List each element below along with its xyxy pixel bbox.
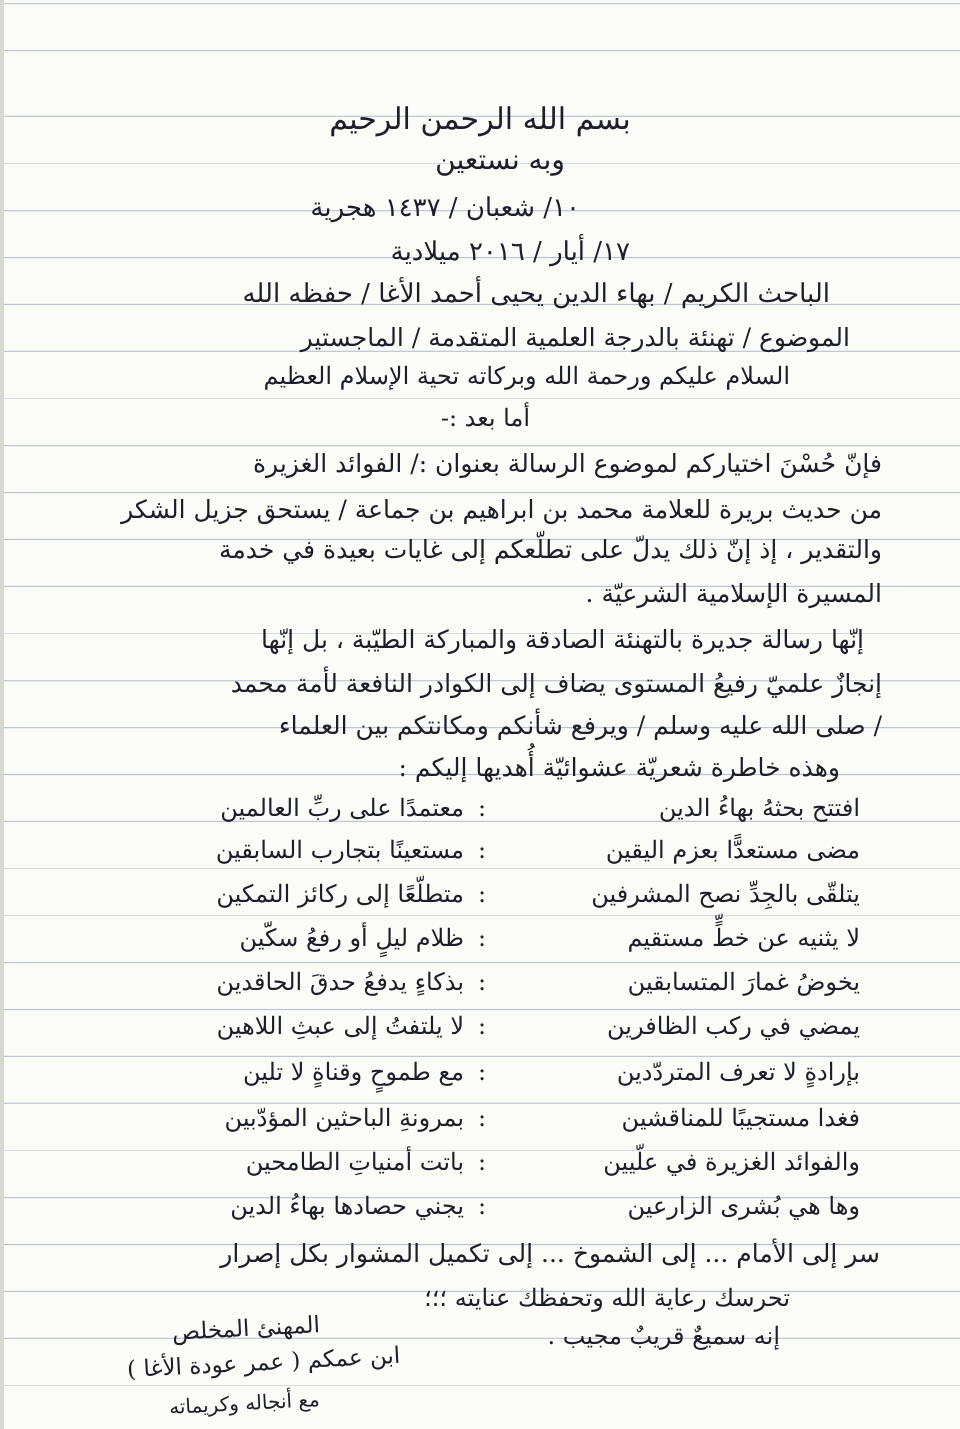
paragraph-2-line-2: إنجازٌ علميّ رفيعُ المستوى يضاف إلى الكوادر النافعة لأمة محمد bbox=[230, 669, 882, 698]
verse-8-right: فغدا مستجيبًا للمناقشين bbox=[621, 1104, 860, 1132]
paragraph-2-line-4: وهذه خاطرة شعريّة عشوائيّة أُهديها إليكم : bbox=[398, 753, 840, 782]
verse-9-right: والفوائد الغزيرة في علّيين bbox=[603, 1148, 860, 1176]
verse-6-left: لا يلتفتُ إلى عبثِ اللاهين bbox=[216, 1012, 464, 1040]
verse-9-separator: : bbox=[477, 1148, 487, 1176]
verse-2-left: مستعينًا بتجارب السابقين bbox=[215, 836, 464, 864]
verse-5-separator: : bbox=[477, 968, 487, 996]
verse-6-separator: : bbox=[477, 1012, 487, 1040]
verse-10-left: يجني حصادها بهاءُ الدين bbox=[230, 1192, 464, 1220]
verse-4-separator: : bbox=[477, 924, 487, 952]
paragraph-1-line-1: فإنّ حُسْنَ اختياركم لموضوع الرسالة بعنوان :/ الفوائد الغزيرة bbox=[252, 449, 882, 478]
verse-7-separator: : bbox=[477, 1058, 487, 1086]
date-hijri: ١٠/ شعبان / ١٤٣٧ هجرية bbox=[310, 193, 580, 223]
recipient-line: الباحث الكريم / بهاء الدين يحيى أحمد الأغا / حفظه الله bbox=[242, 279, 830, 309]
verse-8-left: بمرونةِ الباحثين المؤدّبين bbox=[224, 1104, 464, 1132]
verse-3-left: متطلّعًا إلى ركائز التمكين bbox=[216, 880, 464, 908]
paragraph-2-line-3: / صلى الله عليه وسلم / ويرفع شأنكم ومكانتكم بين العلماء bbox=[278, 711, 882, 740]
verse-1-right: افتتح بحثهُ بهاءُ الدين bbox=[658, 794, 860, 822]
support-phrase: وبه نستعين bbox=[435, 143, 565, 176]
verse-5-left: بذكاءٍ يدفعُ حدقَ الحاقدين bbox=[216, 968, 464, 996]
paragraph-1-line-4: المسيرة الإسلامية الشرعيّة . bbox=[585, 579, 882, 608]
signature-name: ابن عمكم ( عمر عودة الأغا ) bbox=[126, 1342, 401, 1384]
verse-2-separator: : bbox=[477, 836, 487, 864]
closing-line-3: إنه سميعٌ قريبٌ مجيب . bbox=[547, 1322, 780, 1350]
signature-title: المهنئ المخلص bbox=[171, 1312, 321, 1346]
verse-4-right: لا يثنيه عن خطٍّ مستقيم bbox=[627, 924, 860, 952]
date-gregorian: ١٧/ أيار / ٢٠١٦ ميلادية bbox=[390, 237, 630, 267]
greeting-line: السلام عليكم ورحمة الله وبركاته تحية الإسلام العظيم bbox=[263, 362, 790, 390]
verse-4-left: ظلام ليلٍ أو رفعُ سكّين bbox=[239, 924, 464, 952]
subject-line: الموضوع / تهنئة بالدرجة العلمية المتقدمة / الماجستير bbox=[300, 323, 850, 352]
paragraph-2-line-1: إنّها رسالة جديرة بالتهنئة الصادقة والمباركة الطيّبة ، بل إنّها bbox=[261, 625, 864, 654]
verse-2-right: مضى مستعدًّا بعزم اليقين bbox=[605, 836, 860, 864]
page-edge bbox=[0, 0, 4, 1429]
verse-7-right: بإرادةٍ لا تعرف المتردّدين bbox=[616, 1058, 860, 1086]
verse-1-left: معتمدًا على ربِّ العالمين bbox=[220, 794, 464, 822]
paragraph-1-line-2: من حديث بريرة للعلامة محمد بن ابراهيم بن جماعة / يستحق جزيل الشكر bbox=[121, 495, 882, 524]
verse-10-right: وها هي بُشرى الزارعين bbox=[627, 1192, 860, 1220]
verse-9-left: باتت أمنياتِ الطامحين bbox=[245, 1148, 464, 1176]
verse-1-separator: : bbox=[477, 794, 487, 822]
verse-3-right: يتلقّى بالجِدِّ نصح المشرفين bbox=[591, 880, 860, 908]
paragraph-1-line-3: والتقدير ، إذ إنّ ذلك يدلّ على تطلّعكم إلى غايات بعيدة في خدمة bbox=[218, 535, 882, 564]
closing-line-2: تحرسك رعاية الله وتحفظك عنايته ؛؛؛ bbox=[424, 1284, 790, 1312]
verse-10-separator: : bbox=[477, 1192, 487, 1220]
verse-5-right: يخوضُ غمارَ المتسابقين bbox=[627, 968, 860, 996]
verse-3-separator: : bbox=[477, 880, 487, 908]
basmala: بسم الله الرحمن الرحيم bbox=[329, 102, 631, 137]
closing-line-1: سر إلى الأمام ... إلى الشموخ ... إلى تكميل المشوار بكل إصرار bbox=[220, 1239, 880, 1268]
verse-7-left: مع طموحٍ وقناةٍ لا تلين bbox=[242, 1058, 464, 1086]
verse-6-right: يمضي في ركب الظافرين bbox=[607, 1012, 860, 1040]
signature-note: مع أنجاله وكريماته bbox=[168, 1387, 321, 1419]
opening-line: أما بعد :- bbox=[440, 404, 530, 432]
verse-8-separator: : bbox=[477, 1104, 487, 1132]
